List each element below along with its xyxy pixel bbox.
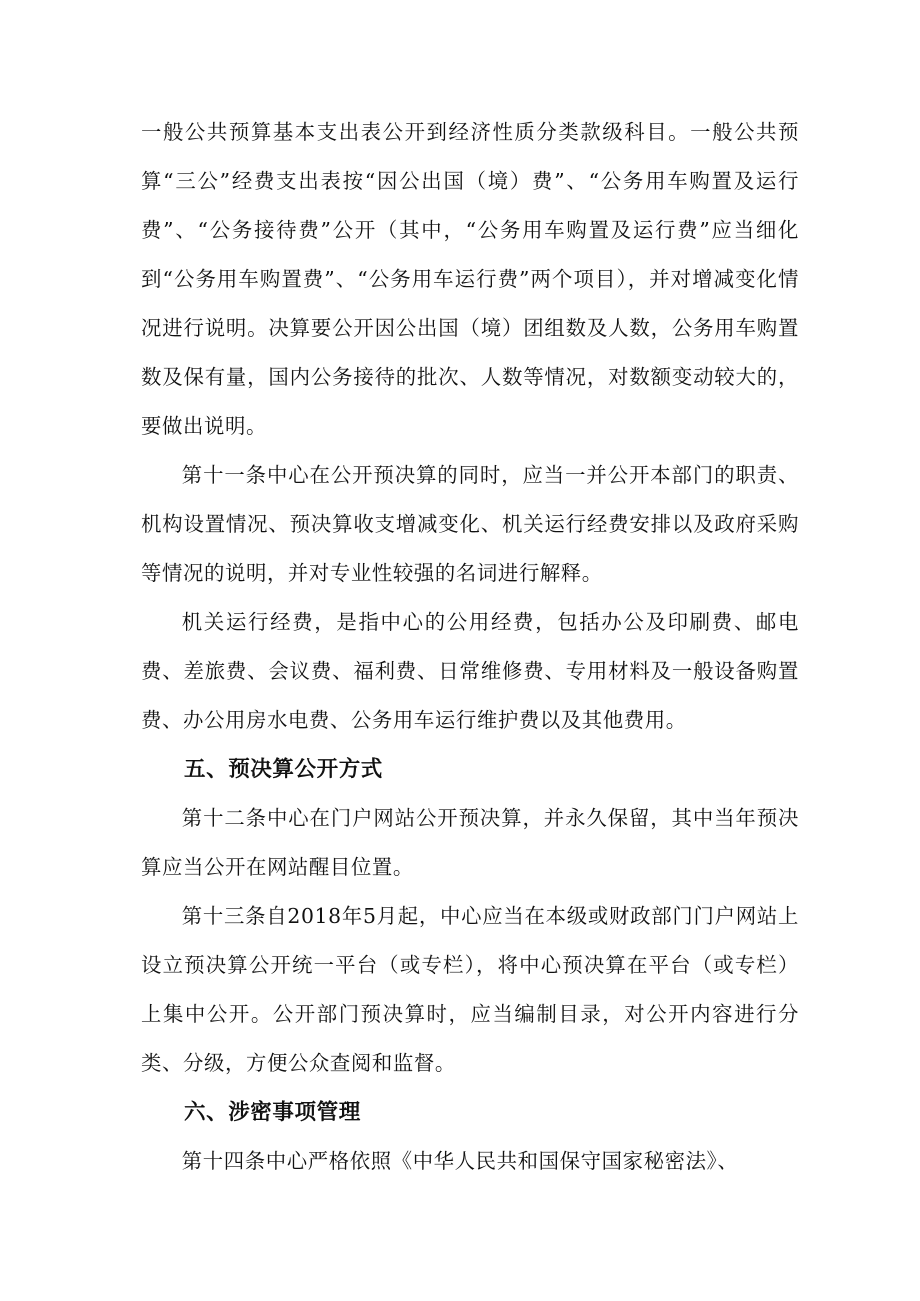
document-body bbox=[141, 108, 799, 1186]
paragraph-article-13: 第十三条自2018年5月起，中心应当在本级或财政部门门户网站上设立预决算公开统一平台（或专栏），将中心预决算在平台（或专栏）上集中公开。公开部门预决算时，应当编制目录，对公开内容进行分类、分级，方便公众查阅和监督。 bbox=[141, 904, 799, 1075]
section-heading-confidential-matters: 六、涉密事项管理 bbox=[184, 1100, 361, 1125]
paragraph-article-11: 第十一条中心在公开预决算的同时，应当一并公开本部门的职责、机构设置情况、预决算收支增减变化、机关运行经费安排以及政府采购等情况的说明，并对专业性较强的名词进行解释。 bbox=[141, 463, 799, 585]
paragraph-article-14: 第十四条中心严格依照《中华人民共和国保守国家秘密法》、 bbox=[181, 1149, 739, 1173]
paragraph-expenditure-disclosure: 一般公共预算基本支出表公开到经济性质分类款级科目。一般公共预算“三公”经费支出表按“因公出国（境）费”、“公务用车购置及运行费”、“公务接待费”公开（其中，“公务用车购置及运行费”应当细化到“公务用车购置费”、“公务用车运行费”两个项目），并对增减变化情况进行说明。决算要公开因公出国（境）团组数及人数，公务用车购置数及保有量，国内公务接待的批次、人数等情况，对数额变动较大的，要做出说明。 bbox=[141, 120, 799, 438]
paragraph-article-12: 第十二条中心在门户网站公开预决算，并永久保留，其中当年预决算应当公开在网站醒目位置。 bbox=[141, 806, 799, 879]
paragraph-operating-expenses-definition: 机关运行经费，是指中心的公用经费，包括办公及印刷费、邮电费、差旅费、会议费、福利费、日常维修费、专用材料及一般设备购置费、办公用房水电费、公务用车运行维护费以及其他费用。 bbox=[141, 610, 799, 732]
section-heading-disclosure-method: 五、预决算公开方式 bbox=[184, 757, 383, 782]
